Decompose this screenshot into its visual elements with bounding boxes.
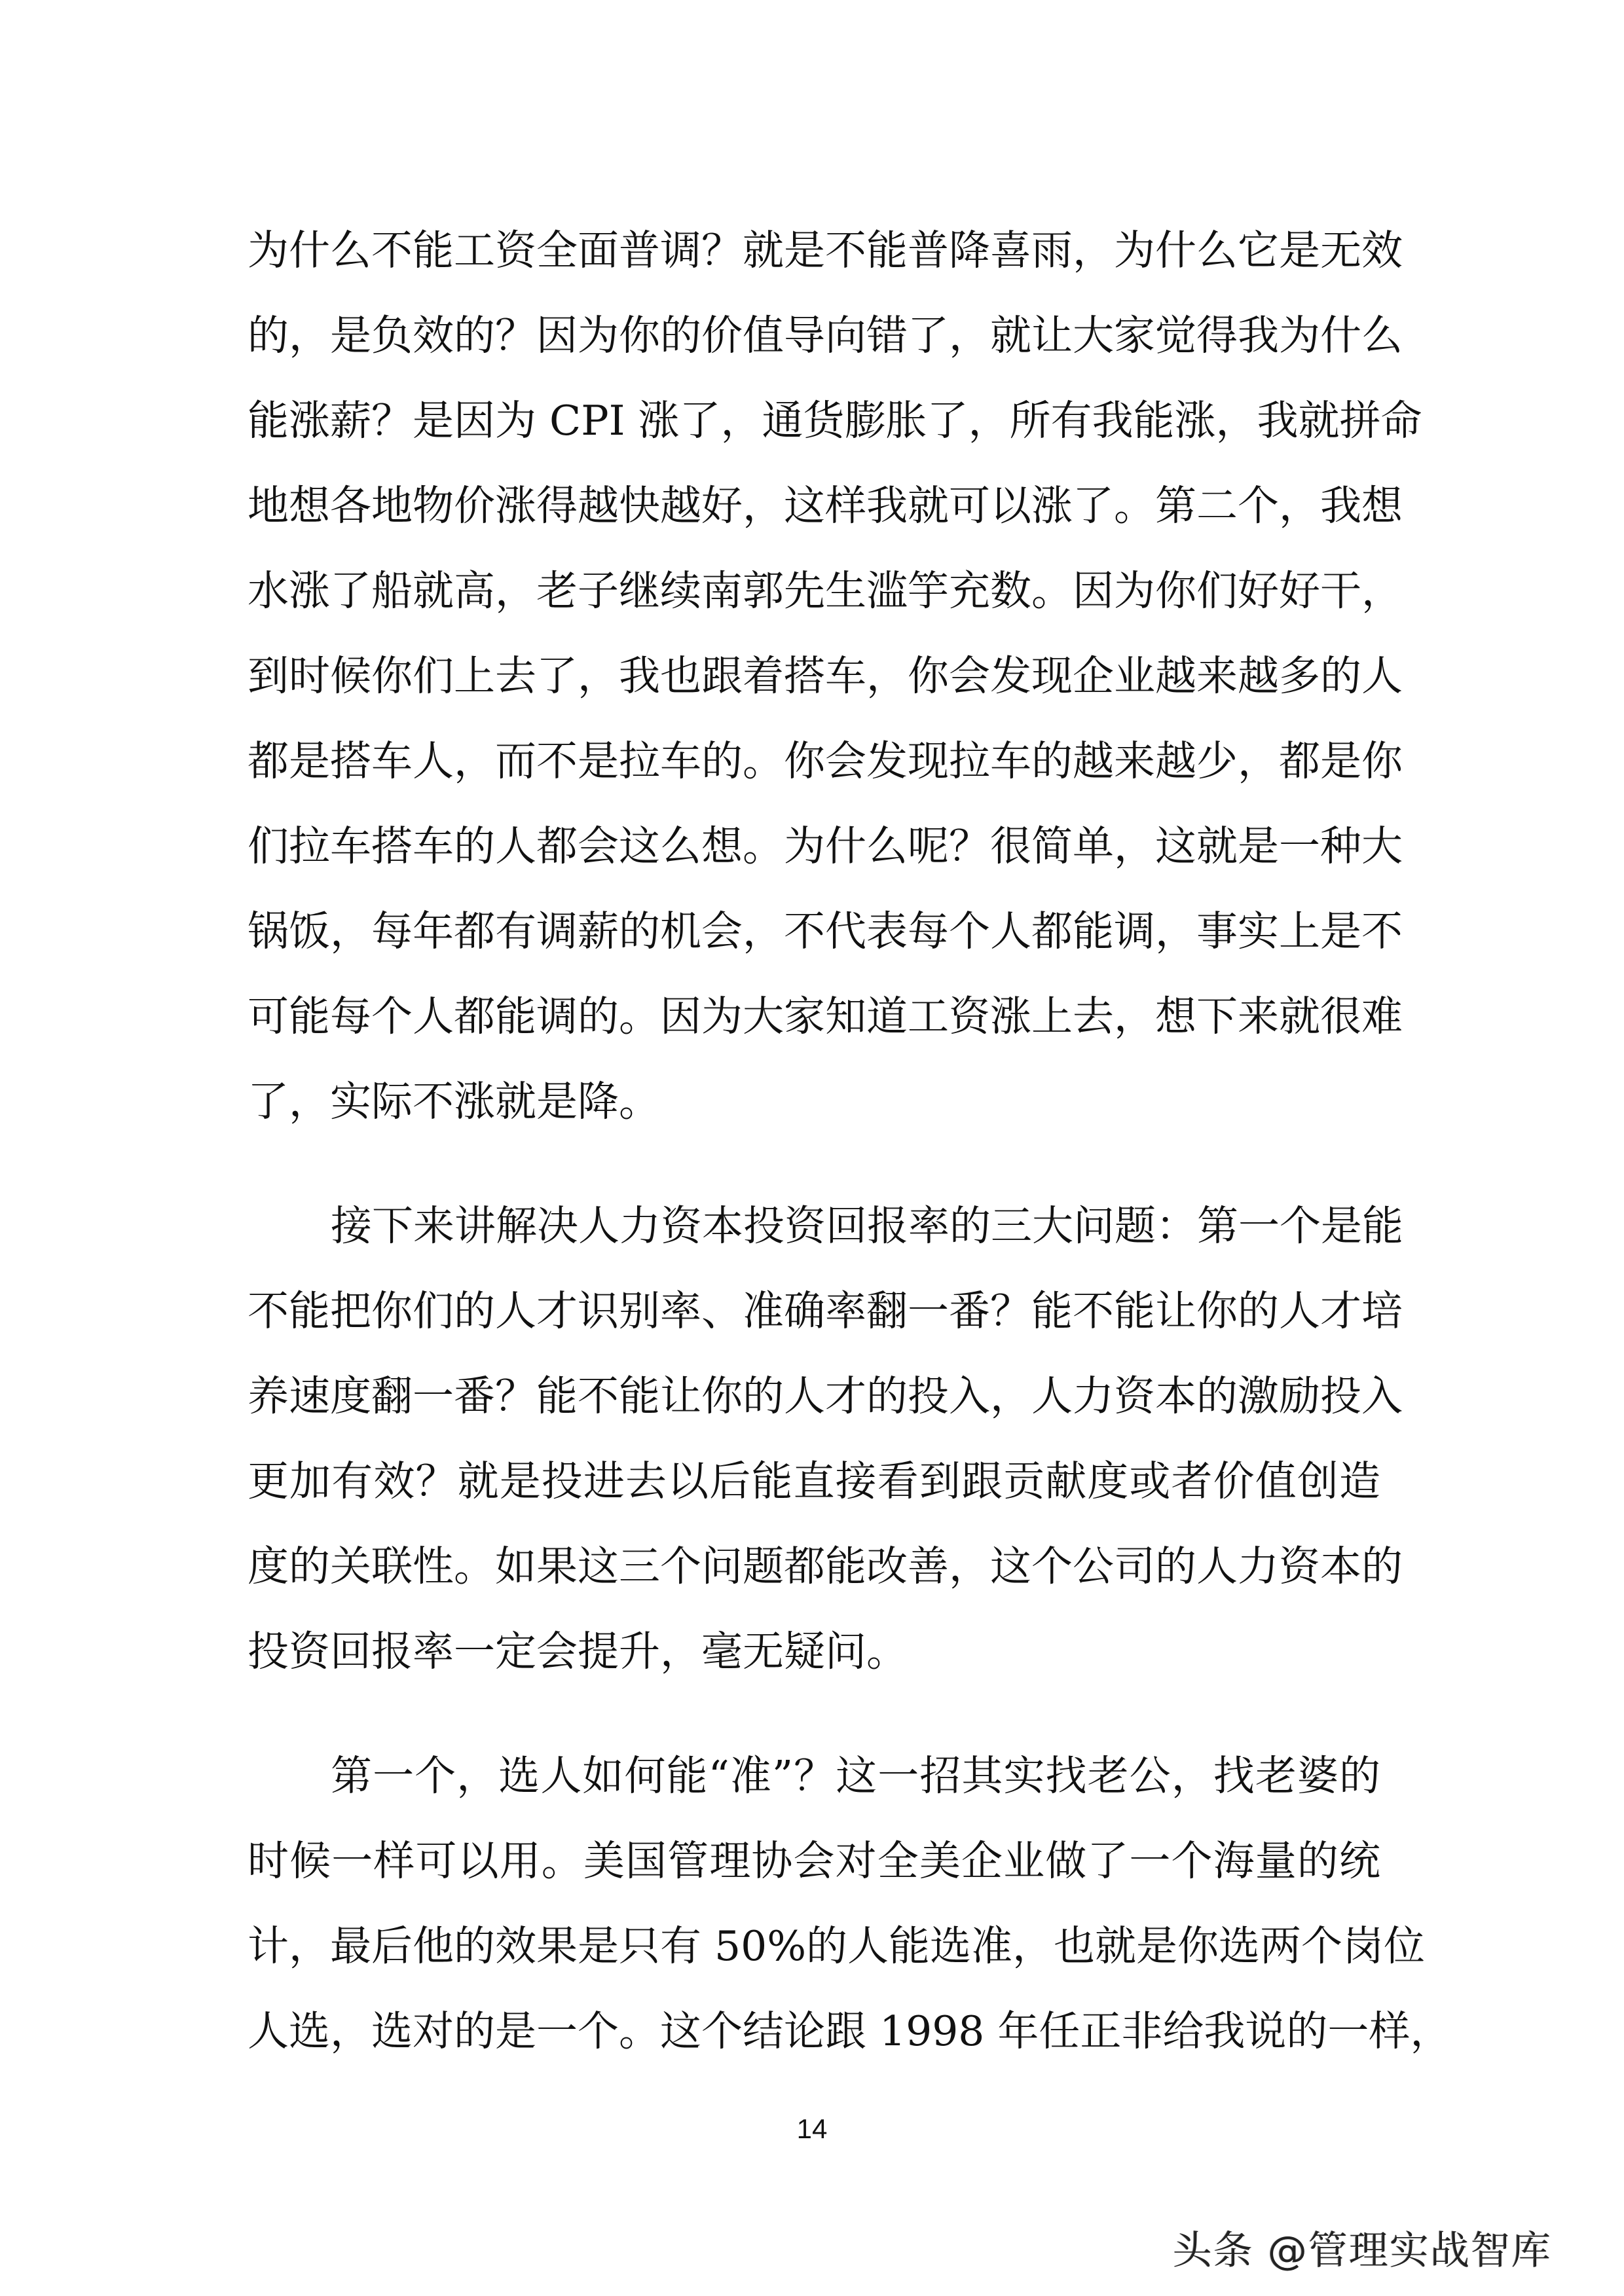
paragraph-2 [248, 1184, 1403, 1694]
body-text [248, 208, 1452, 2113]
paragraph-3 [248, 1734, 1452, 2074]
text-line: 接下来讲解决人力资本投资回报率的三大问题：第一个是能 [331, 1202, 1403, 1250]
text-line: 投资回报率一定会提升，毫无疑问。 [248, 1628, 908, 1675]
page-number: 14 [796, 2113, 828, 2144]
text-line: 都是搭车人，而不是拉车的。你会发现拉车的越来越少，都是你 [248, 737, 1403, 785]
text-line: 人选，选对的是一个。这个结论跟 1998 年任正非给我说的一样， [248, 2007, 1452, 2055]
text-line: 不能把你们的人才识别率、准确率翻一番？能不能让你的人才培 [248, 1287, 1403, 1335]
text-line: 养速度翻一番？能不能让你的人才的投入，人力资本的激励投入 [248, 1372, 1403, 1420]
text-line: 水涨了船就高，老子继续南郭先生滥竽充数。因为你们好好干， [248, 567, 1403, 615]
watermark-text: 头条 @管理实战智库 [1172, 2228, 1552, 2274]
text-line: 的，是负效的？因为你的价值导向错了，就让大家觉得我为什么 [248, 312, 1403, 359]
text-line: 们拉车搭车的人都会这么想。为什么呢？很简单，这就是一种大 [248, 822, 1403, 870]
text-line: 时候一样可以用。美国管理协会对全美企业做了一个海量的统 [248, 1837, 1380, 1885]
text-line: 能涨薪？是因为 CPI 涨了，通货膨胀了，所有我能涨，我就拼命 [248, 397, 1422, 445]
text-line: 更加有效？就是投进去以后能直接看到跟贡献度或者价值创造 [248, 1457, 1380, 1505]
text-line: 可能每个人都能调的。因为大家知道工资涨上去，想下来就很难 [248, 993, 1403, 1040]
text-line: 到时候你们上去了，我也跟着搭车，你会发现企业越来越多的人 [248, 652, 1403, 700]
text-line: 为什么不能工资全面普调？就是不能普降喜雨，为什么它是无效 [248, 227, 1403, 274]
text-line: 计，最后他的效果是只有 50%的人能选准，也就是你选两个岗位 [248, 1922, 1426, 1970]
text-line: 度的关联性。如果这三个问题都能改善，这个公司的人力资本的 [248, 1542, 1403, 1590]
text-line: 地想各地物价涨得越快越好，这样我就可以涨了。第二个，我想 [248, 482, 1403, 530]
paragraph-1 [248, 208, 1422, 1144]
text-line: 第一个，选人如何能“准”？这一招其实找老公，找老婆的 [331, 1752, 1380, 1800]
text-line: 锅饭，每年都有调薪的机会，不代表每个人都能调，事实上是不 [248, 907, 1403, 955]
text-line: 了，实际不涨就是降。 [248, 1078, 660, 1125]
